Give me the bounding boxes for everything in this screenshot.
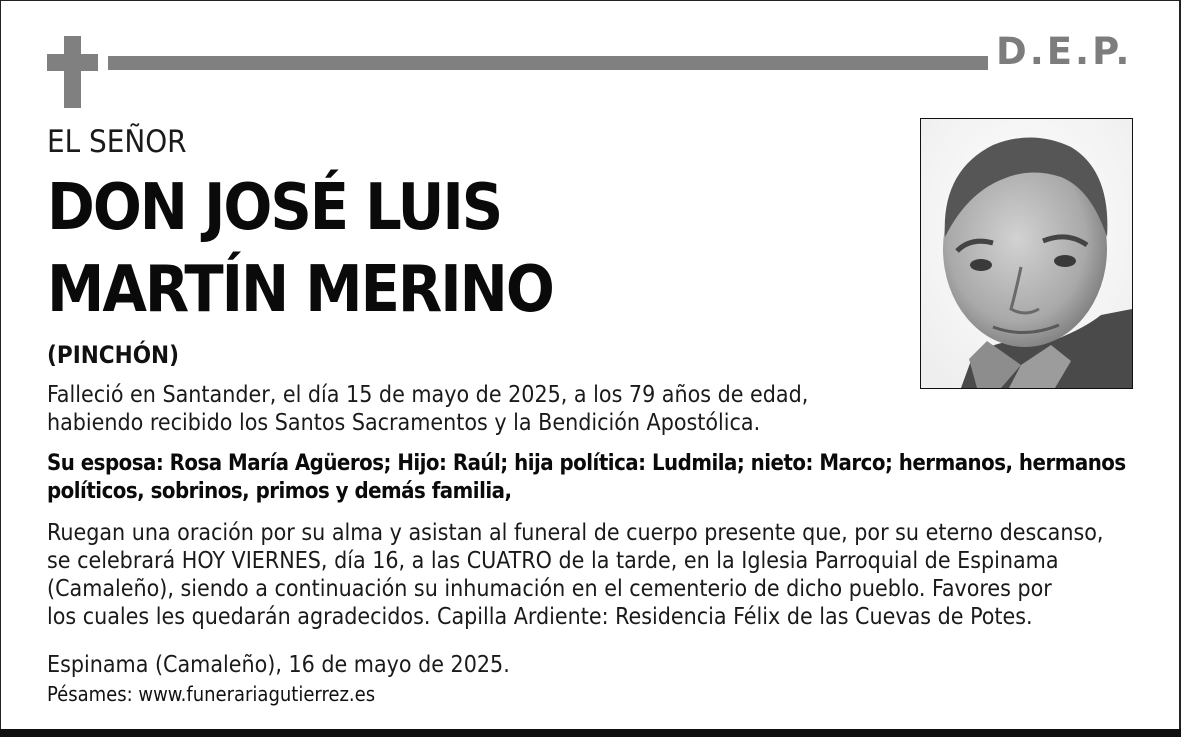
bottom-rule: [0, 729, 1181, 737]
place-date: Espinama (Camaleño), 16 de mayo de 2025.: [47, 652, 510, 678]
death-notice-line2: habiendo recibido los Santos Sacramentos y la Bendición Apostólica.: [47, 410, 761, 436]
funeral-line4: los cuales les quedarán agradecidos. Capilla Ardiente: Residencia Félix de las Cuevas de Potes.: [47, 604, 1033, 630]
death-notice-line1: Falleció en Santander, el día 15 de mayo de 2025, a los 79 años de edad,: [47, 382, 809, 408]
portrait-image: [921, 119, 1132, 388]
cross-icon-bar: [47, 54, 98, 71]
nickname: (PINCHÓN): [47, 341, 179, 369]
portrait-photo: [920, 118, 1133, 389]
funeral-line3: (Camaleño), siendo a continuación su inhumación en el cementerio de dicho pueblo. Favores por: [47, 576, 1052, 602]
dep-label: D.E.P.: [996, 30, 1133, 73]
condolences-link[interactable]: Pésames: www.funerariagutierrez.es: [47, 682, 376, 706]
deceased-name-line2: MARTÍN MERINO: [47, 253, 553, 327]
family-line2: políticos, sobrinos, primos y demás familia,: [47, 479, 512, 504]
cross-icon: [64, 36, 81, 108]
honorific: EL SEÑOR: [47, 124, 187, 160]
funeral-line2: se celebrará HOY VIERNES, día 16, a las CUATRO de la tarde, en la Iglesia Parroquial de Espinama: [47, 548, 1059, 574]
family-line1: Su esposa: Rosa María Agüeros; Hijo: Raúl; hija política: Ludmila; nieto: Marco; hermanos, hermanos: [47, 451, 1126, 476]
header-rule: [108, 56, 988, 70]
deceased-name-line1: DON JOSÉ LUIS: [47, 171, 502, 245]
funeral-line1: Ruegan una oración por su alma y asistan al funeral de cuerpo presente que, por su eterno descanso,: [47, 520, 1104, 546]
